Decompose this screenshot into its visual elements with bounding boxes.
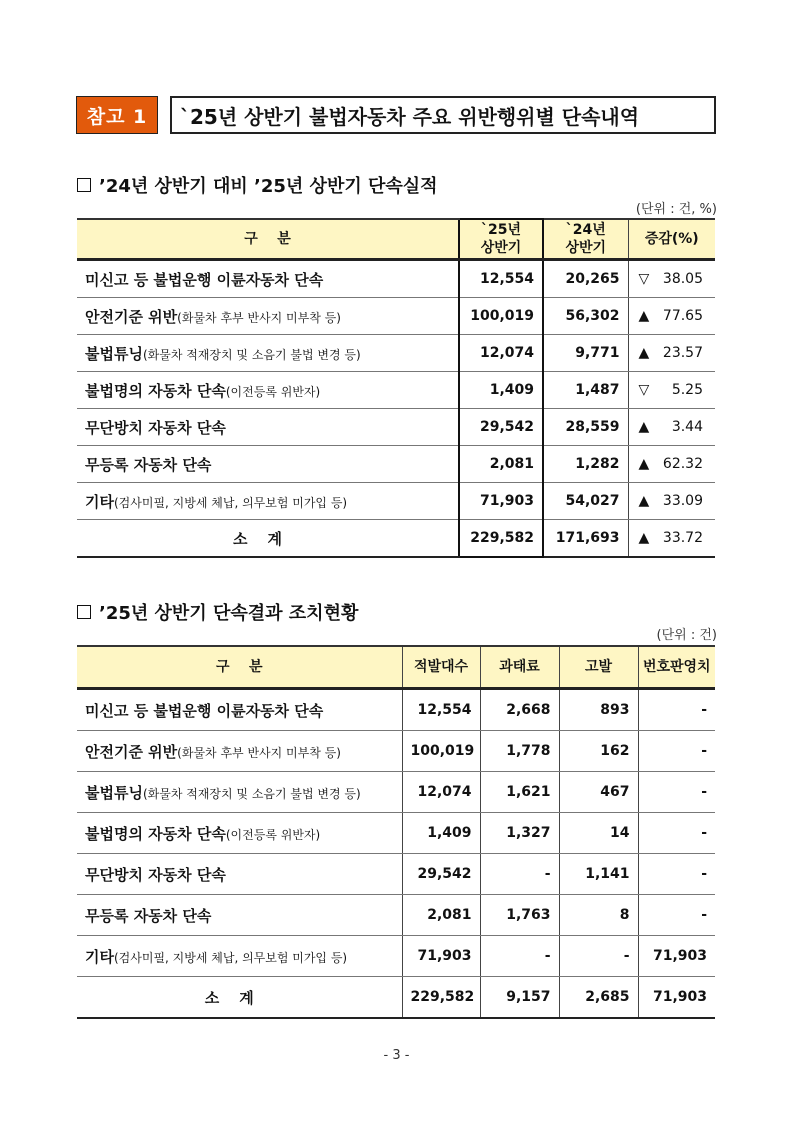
triangle-up-filled-icon: ▲ xyxy=(638,419,650,435)
change-value: 5.25 xyxy=(671,382,703,398)
detected-count: 29,542 xyxy=(402,854,480,895)
table-row xyxy=(77,813,715,854)
row-label xyxy=(77,689,402,731)
row-label xyxy=(77,772,402,813)
section1-heading xyxy=(77,172,438,198)
triangle-down-outline-icon: ▽ xyxy=(638,271,650,287)
header-2025-line2: 상반기 xyxy=(480,240,522,256)
row-label-main: 무등록 자동차 단속 xyxy=(85,906,212,925)
value-2024: 9,771 xyxy=(543,335,628,372)
section2-unit: (단위 : 건) xyxy=(656,628,717,643)
header-2025-h1 xyxy=(459,219,543,260)
value-2024: 28,559 xyxy=(543,409,628,446)
table-row xyxy=(77,335,715,372)
fine-count: - xyxy=(480,854,559,895)
row-label xyxy=(77,731,402,772)
total-label: 소계 xyxy=(77,520,459,558)
total-detected: 229,582 xyxy=(402,977,480,1019)
value-2024: 54,027 xyxy=(543,483,628,520)
change-cell xyxy=(628,409,715,446)
total-plate-seizure: 71,903 xyxy=(638,977,715,1019)
row-label-main: 무단방치 자동차 단속 xyxy=(85,865,226,884)
table-row xyxy=(77,689,715,731)
table-row xyxy=(77,409,715,446)
change-value: 23.57 xyxy=(662,345,703,361)
value-2025: 1,409 xyxy=(459,372,543,409)
row-label-note: (화물차 후부 반사지 미부착 등) xyxy=(177,745,341,760)
value-2025: 12,554 xyxy=(459,260,543,298)
table-row xyxy=(77,895,715,936)
table-row xyxy=(77,260,715,298)
change-value: 38.05 xyxy=(662,271,703,287)
change-cell xyxy=(628,372,715,409)
row-label xyxy=(77,372,459,409)
total-2024: 171,693 xyxy=(543,520,628,558)
table-row xyxy=(77,298,715,335)
change-value: 77.65 xyxy=(662,308,703,324)
change-cell xyxy=(628,335,715,372)
accusation-count: 14 xyxy=(559,813,638,854)
change-value: 33.09 xyxy=(662,493,703,509)
header-category: 구 분 xyxy=(77,646,402,689)
header-change: 증감(%) xyxy=(628,219,715,260)
header-fine: 과태료 xyxy=(480,646,559,689)
section2-heading xyxy=(77,599,358,625)
header-2024-line1: `24년 xyxy=(565,222,606,238)
row-label xyxy=(77,895,402,936)
detected-count: 100,019 xyxy=(402,731,480,772)
row-label-note: (화물차 후부 반사지 미부착 등) xyxy=(177,310,341,325)
row-label-note: (이전등록 위반자) xyxy=(225,384,321,399)
section2-heading-text: ’25년 상반기 단속결과 조치현황 xyxy=(99,603,359,624)
action-status-table xyxy=(77,645,715,1019)
accusation-count: 467 xyxy=(559,772,638,813)
value-2025: 12,074 xyxy=(459,335,543,372)
triangle-down-outline-icon: ▽ xyxy=(638,382,650,398)
row-label-main: 미신고 등 불법운행 이륜자동차 단속 xyxy=(85,701,324,720)
row-label-main: 불법명의 자동차 단속 xyxy=(85,824,226,843)
value-2024: 1,282 xyxy=(543,446,628,483)
plate-seizure-count: - xyxy=(638,731,715,772)
page-number: - 3 - xyxy=(383,1048,410,1063)
total-row xyxy=(77,977,715,1019)
total-fine: 9,157 xyxy=(480,977,559,1019)
row-label-note: (화물차 적재장치 및 소음기 불법 변경 등) xyxy=(142,786,361,801)
plate-seizure-count: - xyxy=(638,772,715,813)
row-label xyxy=(77,854,402,895)
triangle-up-filled-icon: ▲ xyxy=(638,308,650,324)
table-row xyxy=(77,372,715,409)
row-label-note: (화물차 적재장치 및 소음기 불법 변경 등) xyxy=(142,347,361,362)
square-bullet-icon xyxy=(77,605,91,619)
header-2024-line2: 상반기 xyxy=(565,240,607,256)
change-cell xyxy=(628,446,715,483)
header-detected: 적발대수 xyxy=(402,646,480,689)
fine-count: 1,621 xyxy=(480,772,559,813)
row-label xyxy=(77,260,459,298)
accusation-count: 162 xyxy=(559,731,638,772)
plate-seizure-count: - xyxy=(638,895,715,936)
change-cell xyxy=(628,298,715,335)
detected-count: 2,081 xyxy=(402,895,480,936)
accusation-count: 1,141 xyxy=(559,854,638,895)
total-2025: 229,582 xyxy=(459,520,543,558)
row-label xyxy=(77,813,402,854)
row-label-main: 안전기준 위반 xyxy=(85,307,178,326)
row-label xyxy=(77,335,459,372)
section1-unit: (단위 : 건, %) xyxy=(635,202,717,217)
fine-count: 2,668 xyxy=(480,689,559,731)
table-header-row xyxy=(77,219,715,260)
detected-count: 71,903 xyxy=(402,936,480,977)
row-label-note: (검사미필, 지방세 체납, 의무보험 미가입 등) xyxy=(113,495,348,510)
detected-count: 12,074 xyxy=(402,772,480,813)
total-change-value: 33.72 xyxy=(662,530,703,546)
fine-count: 1,327 xyxy=(480,813,559,854)
accusation-count: - xyxy=(559,936,638,977)
change-cell xyxy=(628,260,715,298)
header-category: 구 분 xyxy=(77,219,459,260)
row-label-main: 불법튜닝 xyxy=(85,344,143,363)
table-row xyxy=(77,854,715,895)
row-label xyxy=(77,483,459,520)
table-row xyxy=(77,936,715,977)
value-2025: 2,081 xyxy=(459,446,543,483)
row-label-main: 불법명의 자동차 단속 xyxy=(85,381,226,400)
row-label-main: 무단방치 자동차 단속 xyxy=(85,418,226,437)
row-label-main: 기타 xyxy=(85,492,114,511)
comparison-table xyxy=(77,218,715,558)
plate-seizure-count: - xyxy=(638,854,715,895)
row-label-main: 안전기준 위반 xyxy=(85,742,178,761)
value-2024: 20,265 xyxy=(543,260,628,298)
header-2025-line1: `25년 xyxy=(480,222,521,238)
row-label-main: 무등록 자동차 단속 xyxy=(85,455,212,474)
value-2024: 1,487 xyxy=(543,372,628,409)
accusation-count: 8 xyxy=(559,895,638,936)
fine-count: 1,763 xyxy=(480,895,559,936)
value-2025: 71,903 xyxy=(459,483,543,520)
reference-badge: 참고 1 xyxy=(76,96,158,134)
accusation-count: 893 xyxy=(559,689,638,731)
change-value: 3.44 xyxy=(671,419,703,435)
table-row xyxy=(77,731,715,772)
change-cell xyxy=(628,483,715,520)
plate-seizure-count: 71,903 xyxy=(638,936,715,977)
row-label-main: 기타 xyxy=(85,947,114,966)
plate-seizure-count: - xyxy=(638,689,715,731)
header-2024-h1 xyxy=(543,219,628,260)
header-accusation: 고발 xyxy=(559,646,638,689)
row-label-main: 미신고 등 불법운행 이륜자동차 단속 xyxy=(85,270,324,289)
row-label-note: (검사미필, 지방세 체납, 의무보험 미가입 등) xyxy=(113,950,348,965)
row-label xyxy=(77,446,459,483)
triangle-up-filled-icon: ▲ xyxy=(638,530,650,546)
detected-count: 1,409 xyxy=(402,813,480,854)
triangle-up-filled-icon: ▲ xyxy=(638,493,650,509)
row-label xyxy=(77,936,402,977)
total-label: 소계 xyxy=(77,977,402,1019)
table-row xyxy=(77,446,715,483)
change-value: 62.32 xyxy=(662,456,703,472)
row-label xyxy=(77,409,459,446)
value-2025: 29,542 xyxy=(459,409,543,446)
table-header-row xyxy=(77,646,715,689)
table-row xyxy=(77,483,715,520)
page-title: `25년 상반기 불법자동차 주요 위반행위별 단속내역 xyxy=(170,96,716,134)
triangle-up-filled-icon: ▲ xyxy=(638,456,650,472)
title-row xyxy=(76,96,716,134)
total-row xyxy=(77,520,715,558)
row-label-main: 불법튜닝 xyxy=(85,783,143,802)
row-label-note: (이전등록 위반자) xyxy=(225,827,321,842)
value-2024: 56,302 xyxy=(543,298,628,335)
total-change-cell xyxy=(628,520,715,558)
table-row xyxy=(77,772,715,813)
fine-count: 1,778 xyxy=(480,731,559,772)
total-accusation: 2,685 xyxy=(559,977,638,1019)
row-label xyxy=(77,298,459,335)
square-bullet-icon xyxy=(77,178,91,192)
detected-count: 12,554 xyxy=(402,689,480,731)
triangle-up-filled-icon: ▲ xyxy=(638,345,650,361)
fine-count: - xyxy=(480,936,559,977)
header-plate-seizure: 번호판영치 xyxy=(638,646,715,689)
plate-seizure-count: - xyxy=(638,813,715,854)
section1-heading-text: ’24년 상반기 대비 ’25년 상반기 단속실적 xyxy=(99,176,438,197)
value-2025: 100,019 xyxy=(459,298,543,335)
